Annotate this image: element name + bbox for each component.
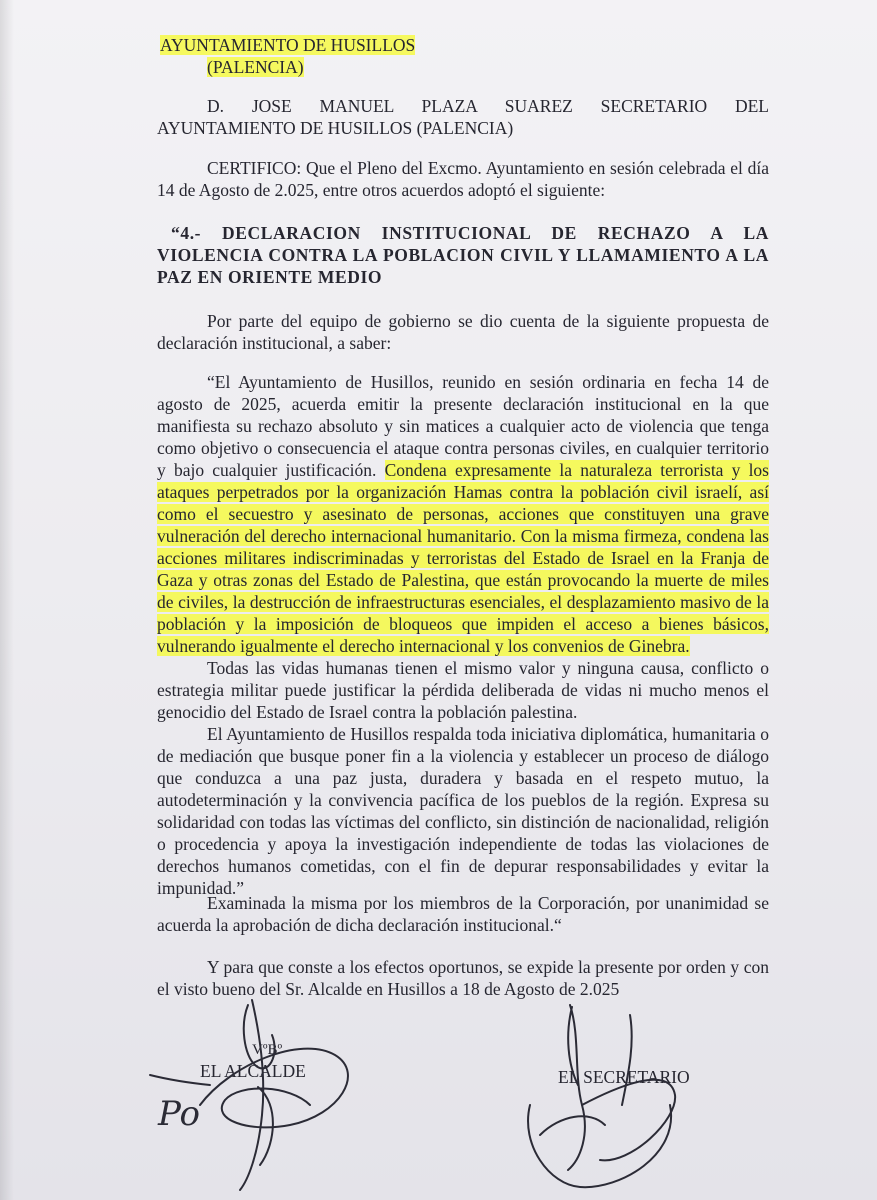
agenda-item-title: “4.- DECLARACION INSTITUCIONAL DE RECHAZO A LA VIOLENCIA CONTRA LA POBLACION CIVIL Y LLAMAMIENTO A LA PAZ EN ORIENTE MEDIO (157, 223, 769, 287)
header (160, 34, 415, 78)
closing-paragraph: Y para que conste a los efectos oportunos, se expide la presente por orden y con el visto bueno del Sr. Alcalde en Husillos a 18 de Agosto de 2.025 (157, 957, 769, 999)
header-line-1: AYUNTAMIENTO DE HUSILLOS (160, 35, 416, 55)
declaration-paragraph-2: Todas las vidas humanas tienen el mismo valor y ninguna causa, conflicto o estrategia militar puede justificar la pérdida deliberada de vidas ni mucho menos el genocidio del Estado de Israel contra la población palestina. (157, 658, 769, 722)
declaration-paragraph-3: El Ayuntamiento de Husillos respalda toda iniciativa diplomática, humanitaria o de mediación que busque poner fin a la violencia y establecer un proceso de diálogo que conduzca a una paz justa, duradera y basada en el respeto mutuo, la autodeterminación y la convivencia pacífica de los pueblos de la región. Expresa su solidaridad con todas las víctimas del conflicto, sin distinción de nacionalidad, religión o procedencia y apoya la investigación independiente de todas las violaciones de derechos humanos cometidas, con el fin de depurar responsabilidades y evitar la impunidad.” (157, 724, 769, 898)
page-edge-shadow (0, 0, 14, 1200)
highlighted-condemnation: Condena expresamente la naturaleza terrorista y los ataques perpetrados por la organización Hamas contra la población civil israelí, así como el secuestro y asesinato de personas, acciones que constituyen una grave vulneración del derecho internacional humanitario. Con la misma firmeza, condena las acciones militares indiscriminadas y terroristas del Estado de Israel en la Franja de Gaza y otras zonas del Estado de Palestina, que están provocando la muerte de miles de civiles, la destrucción de infraestructuras esenciales, el desplazamiento masivo de la población y la imposición de bloqueos que impiden el acceso a bienes básicos, vulnerando igualmente el derecho internacional y los convenios de Ginebra. (157, 460, 769, 656)
declaration-paragraph-1: “El Ayuntamiento de Husillos, reunido en sesión ordinaria en fecha 14 de agosto de 2025, acuerda emitir la presente declaración institucional en la que manifiesta su rechazo absoluto y sin matices a cualquier acto de violencia que tenga como objetivo o consecuencia el ataque contra personas civiles, en cualquier territorio y bajo cualquier justificación. Condena expresamente la naturaleza terrorista y los ataques perpetrados por la organización Hamas contra la población civil israelí, así como el secuestro y asesinato de personas, acciones que constituyen una grave vulneración del derecho internacional humanitario. Con la misma firmeza, condena las acciones militares indiscriminadas y terroristas del Estado de Israel en la Franja de Gaza y otras zonas del Estado de Palestina, que están provocando la muerte de miles de civiles, la destrucción de infraestructuras esenciales, el desplazamiento masivo de la población y la imposición de bloqueos que impiden el acceso a bienes básicos, vulnerando igualmente el derecho internacional y los convenios de Ginebra. (157, 372, 769, 656)
vobo-label: VºBº (252, 1042, 283, 1058)
mayor-label: EL ALCALDE (200, 1061, 306, 1081)
secretary-signature (510, 995, 710, 1200)
declaration-body (157, 371, 769, 899)
certifico-paragraph: CERTIFICO: Que el Pleno del Excmo. Ayuntamiento en sesión celebrada el día 14 de Agosto de 2.025, entre otros acuerdos adoptó el siguiente: (157, 158, 769, 200)
resolution-paragraph: Examinada la misma por los miembros de la Corporación, por unanimidad se acuerda la aprobación de dicha declaración institucional.“ (157, 893, 769, 935)
secretary-intro: D. JOSE MANUEL PLAZA SUAREZ SECRETARIO DEL AYUNTAMIENTO DE HUSILLOS (PALENCIA) (157, 96, 769, 138)
secretary-label: EL SECRETARIO (558, 1067, 690, 1087)
mayor-signature (140, 995, 380, 1195)
header-line-2: (PALENCIA) (207, 57, 304, 77)
handwritten-po: Po (158, 1094, 200, 1134)
intro-paragraph: Por parte del equipo de gobierno se dio cuenta de la siguiente propuesta de declaración institucional, a saber: (157, 311, 769, 353)
